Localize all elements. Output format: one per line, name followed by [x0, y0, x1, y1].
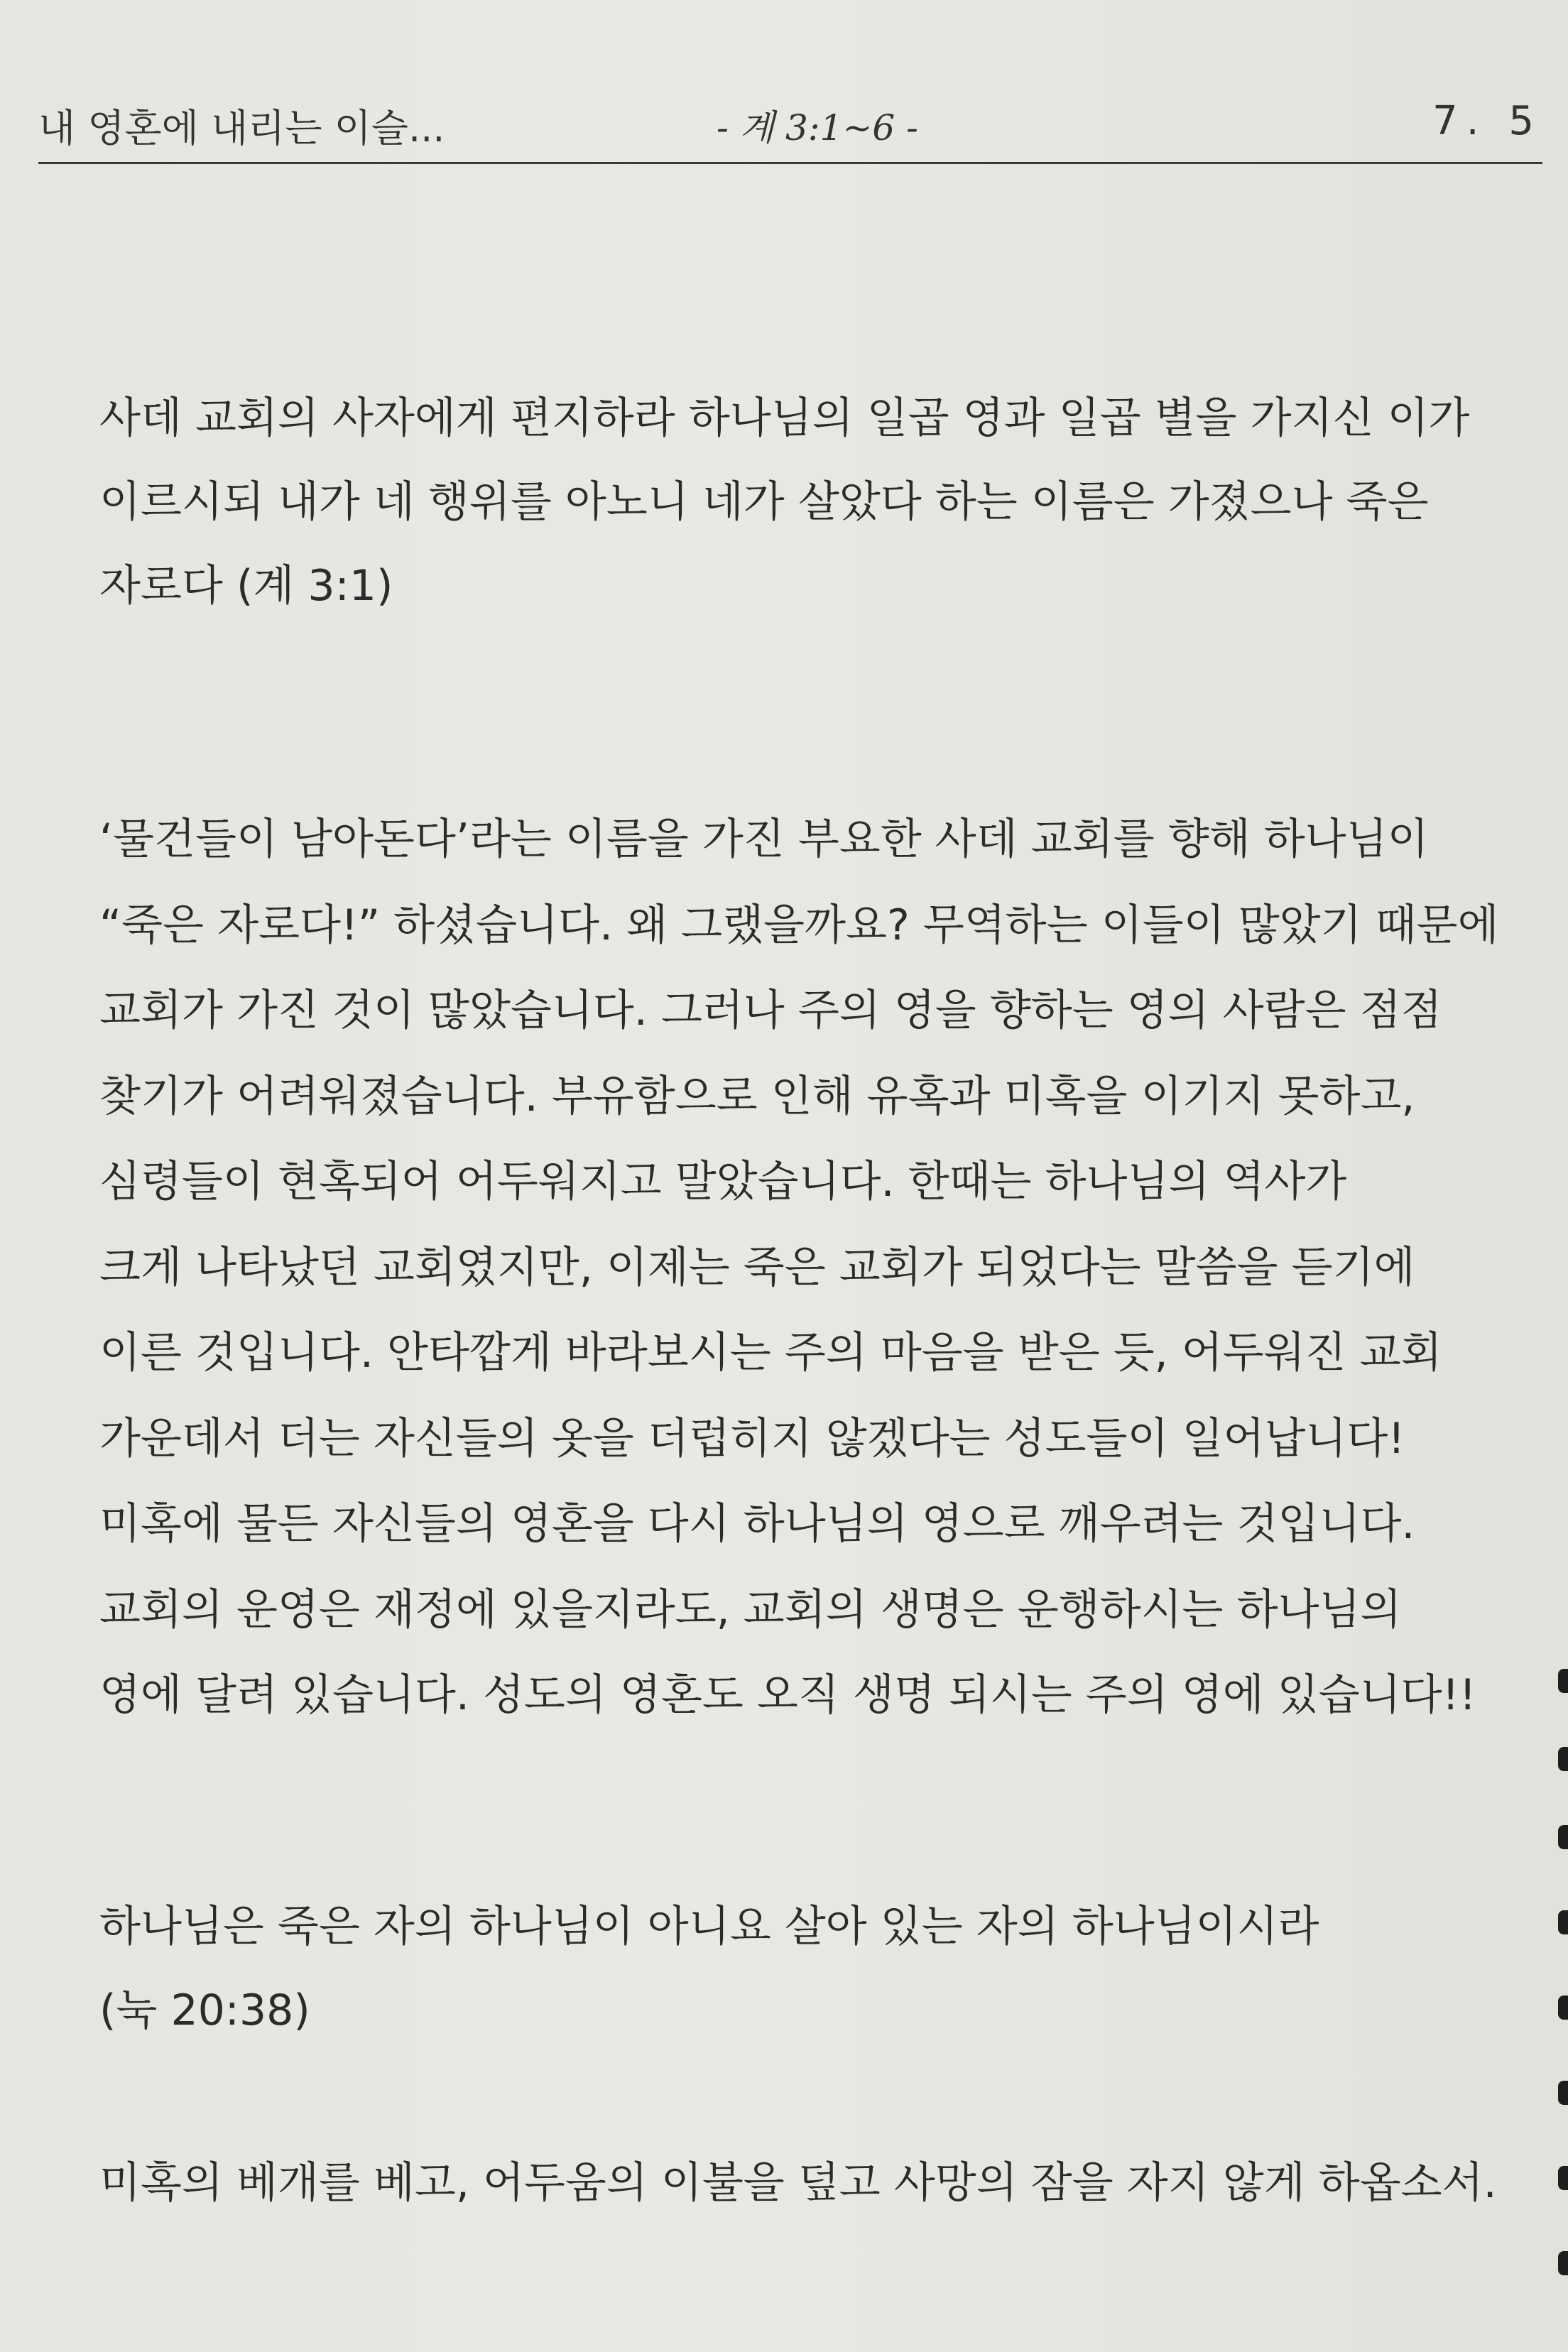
paragraph-line: 교회의 운영은 재정에 있을지라도, 교회의 생명은 운행하시는 하나님의	[99, 1584, 1402, 1635]
scripture-reference: - 계 3:1~6 -	[717, 107, 918, 148]
closing-verse	[99, 1885, 1463, 2052]
opening-verse	[99, 376, 1470, 628]
paragraph-line: 찾기가 어려워졌습니다. 부유함으로 인해 유혹과 미혹을 이기지 못하고,	[99, 1071, 1415, 1121]
page-header	[38, 84, 1542, 164]
prayer-text: 미혹의 베개를 베고, 어두움의 이불을 덮고 사망의 잠을 자지 않게 하옵소서.	[99, 2158, 1497, 2208]
verse-line: 사데 교회의 사자에게 편지하라 하나님의 일곱 영과 일곱 별을 가지신 이가	[99, 393, 1470, 443]
paragraph-line: 가운데서 더는 자신들의 옷을 더럽히지 않겠다는 성도들이 일어납니다!	[99, 1413, 1405, 1464]
binding-ring	[1558, 2251, 1568, 2275]
binding-ring	[1558, 1996, 1568, 2020]
paragraph-line: ‘물건들이 남아돈다’라는 이름을 가진 부요한 사데 교회를 향해 하나님이	[99, 815, 1429, 864]
meditation-paragraph	[99, 797, 1499, 1738]
paragraph-line: 영에 달려 있습니다. 성도의 영혼도 오직 생명 되시는 주의 영에 있습니다!!	[99, 1670, 1476, 1720]
binding-ring	[1558, 1825, 1568, 1849]
paragraph-line: 크게 나타났던 교회였지만, 이제는 죽은 교회가 되었다는 말씀을 듣기에	[99, 1242, 1415, 1292]
binding-ring	[1558, 1910, 1568, 1934]
prayer-line	[99, 2141, 1497, 2225]
binding-ring	[1558, 2166, 1568, 2190]
binding-ring	[1558, 1747, 1568, 1771]
verse-line: 자로다 (계 3:1)	[99, 561, 393, 611]
verse-line: 이르시되 내가 네 행위를 아노니 네가 살았다 하는 이름은 가졌으나 죽은	[99, 477, 1429, 527]
binding-ring	[1558, 2081, 1568, 2105]
paragraph-line: 이른 것입니다. 안타깝게 바라보시는 주의 마음을 받은 듯, 어두워진 교회	[99, 1328, 1442, 1378]
verse-line: 하나님은 죽은 자의 하나님이 아니요 살아 있는 자의 하나님이시라	[99, 1902, 1319, 1951]
paragraph-line: 심령들이 현혹되어 어두워지고 말았습니다. 한때는 하나님의 역사가	[99, 1157, 1347, 1207]
paragraph-line: 미혹에 물든 자신들의 영혼을 다시 하나님의 영으로 깨우려는 것입니다.	[99, 1499, 1415, 1549]
paragraph-line: 교회가 가진 것이 많았습니다. 그러나 주의 영을 향하는 영의 사람은 점점	[99, 986, 1442, 1035]
page-date: 7. 5	[1432, 98, 1542, 144]
verse-line: (눅 20:38)	[99, 1986, 310, 2035]
binding-ring	[1558, 1669, 1568, 1693]
paragraph-line: “죽은 자로다!” 하셨습니다. 왜 그랬을까요? 무역하는 이들이 많았기 때문에	[99, 900, 1499, 950]
book-title: 내 영혼에 내리는 이슬...	[38, 106, 445, 151]
